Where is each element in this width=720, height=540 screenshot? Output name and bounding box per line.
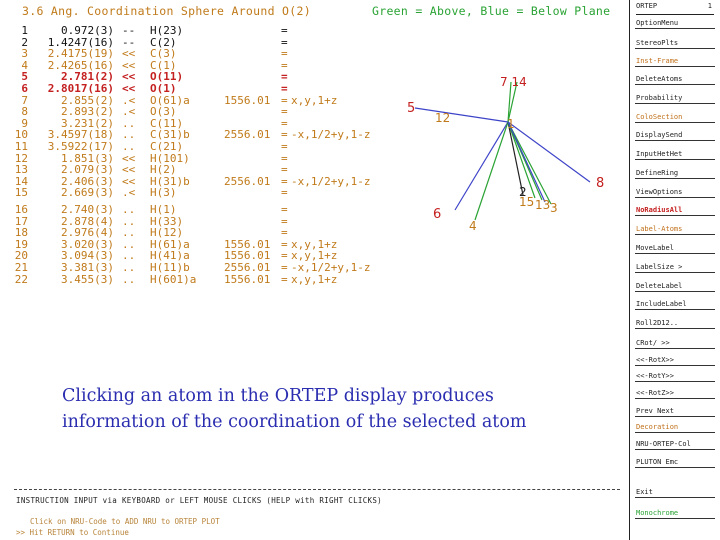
atom-name: O(1)	[150, 82, 177, 95]
contact-symbol: ..	[122, 226, 136, 240]
symmetry-operator: x,y,1+z	[291, 249, 338, 263]
symmetry-code: 1556.01	[224, 93, 271, 107]
row-number: 20	[14, 249, 28, 263]
symmetry-operator: x,y,1+z	[291, 93, 338, 107]
symmetry-code: 2556.01	[224, 128, 271, 142]
symmetry-code: 1556.01	[224, 272, 271, 286]
distance-value: 2.855(2)	[61, 93, 114, 107]
atom-name: C(2)	[150, 35, 177, 49]
menu-item[interactable]: Roll2D12..	[635, 318, 715, 329]
contact-symbol: <<	[122, 70, 136, 84]
distance-value: 0.972(3)	[61, 24, 114, 37]
contact-symbol: .<	[122, 93, 136, 107]
equals-sign: =	[281, 116, 288, 130]
contact-symbol: <<	[122, 58, 136, 72]
atom-name: C(3)	[150, 47, 177, 61]
distance-value: 2.878(4)	[61, 214, 114, 228]
distance-value: 1.4247(16)	[47, 35, 114, 49]
atom-label-13[interactable]: 13	[535, 198, 551, 212]
contact-symbol: <<	[122, 151, 136, 165]
row-number: 5	[21, 70, 28, 84]
row-number: 16	[14, 203, 28, 216]
atom-name: O(61)a	[150, 93, 190, 107]
distance-value: 2.8017(16)	[47, 82, 114, 95]
symmetry-code: 1556.01	[224, 249, 271, 263]
bond-line	[415, 108, 508, 122]
row-number: 9	[21, 116, 28, 130]
equals-sign: =	[281, 70, 288, 84]
symmetry-operator: -x,1/2+y,1-z	[291, 261, 371, 274]
row-number: 12	[14, 151, 28, 165]
atom-name: C(21)	[150, 140, 184, 153]
menu-item[interactable]: MoveLabel	[635, 243, 715, 254]
row-number: 6	[21, 82, 28, 95]
contact-symbol: <<	[122, 163, 136, 177]
contact-symbol: .<	[122, 186, 136, 200]
table-row[interactable]	[0, 274, 620, 286]
bond-line	[455, 122, 508, 210]
atom-name: O(3)	[150, 105, 177, 119]
menu-item[interactable]: LabelSize >	[635, 262, 715, 273]
caption-line: Clicking an atom in the ORTEP display produces	[62, 386, 494, 406]
bond-line	[508, 122, 590, 182]
row-number: 1	[21, 24, 28, 37]
row-number: 14	[14, 174, 28, 188]
equals-sign: =	[281, 105, 288, 119]
contact-symbol: ..	[122, 214, 136, 228]
contact-symbol: ..	[122, 249, 136, 263]
row-number: 19	[14, 237, 28, 251]
bond-line	[508, 122, 551, 204]
atom-name: C(31)b	[150, 128, 190, 142]
contact-symbol: ..	[122, 272, 136, 286]
contact-symbol: ..	[122, 116, 136, 130]
atom-name: C(11)	[150, 116, 184, 130]
atom-name: H(41)a	[150, 249, 190, 263]
atom-name: O(11)	[150, 70, 184, 84]
menu-header	[636, 2, 714, 15]
atom-label-3[interactable]: 3	[550, 201, 558, 215]
equals-sign: =	[281, 214, 288, 228]
distance-value: 2.4175(19)	[47, 47, 114, 61]
distance-value: 2.669(3)	[61, 186, 114, 200]
row-number: 10	[14, 128, 28, 142]
caption-line: information of the coordination of the selected atom	[62, 412, 527, 432]
menu-page: 1	[707, 2, 712, 10]
atom-label-1[interactable]: 1	[507, 117, 515, 131]
atom-name: H(101)	[150, 151, 190, 165]
menu-item[interactable]: DisplaySend	[635, 130, 715, 141]
contact-symbol: --	[122, 35, 136, 49]
contact-symbol: <<	[122, 174, 136, 188]
equals-sign: =	[281, 151, 288, 165]
atom-label-15[interactable]: 15	[519, 195, 535, 209]
menu-item[interactable]: Inst-Frame	[635, 56, 715, 67]
atom-name: H(33)	[150, 214, 184, 228]
equals-sign: =	[281, 174, 288, 188]
plane-legend: Green = Above, Blue = Below Plane	[372, 4, 611, 18]
atom-label-7-14[interactable]: 7 14	[500, 75, 527, 89]
symmetry-operator: x,y,1+z	[291, 237, 338, 251]
equals-sign: =	[281, 272, 288, 286]
menu-item[interactable]: NRU-ORTEP-Col	[635, 439, 715, 450]
row-number: 3	[21, 47, 28, 61]
contact-symbol: <<	[122, 47, 136, 61]
distance-value: 2.740(3)	[61, 203, 114, 216]
distance-value: 3.020(3)	[61, 237, 114, 251]
distance-value: 3.094(3)	[61, 249, 114, 263]
menu-item[interactable]: <<-RotX>>	[635, 355, 715, 366]
row-number: 17	[14, 214, 28, 228]
menu-title: ORTEP	[636, 2, 658, 10]
atom-label-2[interactable]: 2	[519, 185, 527, 199]
distance-value: 3.4597(18)	[47, 128, 114, 142]
atom-name: H(23)	[150, 24, 184, 37]
equals-sign: =	[281, 93, 288, 107]
menu-item[interactable]: Label-Atoms	[635, 224, 715, 235]
row-number: 11	[14, 140, 28, 153]
symmetry-code: 1556.01	[224, 237, 271, 251]
equals-sign: =	[281, 261, 288, 274]
atom-name: H(12)	[150, 226, 184, 240]
contact-symbol: ..	[122, 203, 136, 216]
menu-item[interactable]: DeleteLabel	[635, 281, 715, 292]
distance-value: 3.5922(17)	[47, 140, 114, 153]
menu-item[interactable]: DeleteAtoms	[635, 74, 715, 85]
row-number: 18	[14, 226, 28, 240]
status-message: Click on NRU-Code to ADD NRU to ORTEP PLOT	[30, 517, 220, 526]
atom-name: H(1)	[150, 203, 177, 216]
instruction-line: INSTRUCTION INPUT via KEYBOARD or LEFT MOUSE CLICKS (HELP with RIGHT CLICKS)	[16, 496, 382, 505]
atom-name: C(1)	[150, 58, 177, 72]
atom-label-6[interactable]: 6	[433, 207, 442, 222]
symmetry-operator: -x,1/2+y,1-z	[291, 174, 371, 188]
equals-sign: =	[281, 163, 288, 177]
equals-sign: =	[281, 203, 288, 216]
menu-item[interactable]: <<-RotY>>	[635, 371, 715, 382]
distance-value: 3.455(3)	[61, 272, 114, 286]
menu-item[interactable]: PLUTON Emc	[635, 457, 715, 468]
equals-sign: =	[281, 186, 288, 200]
menu-item[interactable]: ViewOptions	[635, 187, 715, 198]
menu-item[interactable]: Exit	[635, 487, 715, 498]
menu-item[interactable]: ColoSection	[635, 112, 715, 123]
menu-item[interactable]: CRot/ >>	[635, 338, 715, 349]
equals-sign: =	[281, 140, 288, 153]
atom-label-4[interactable]: 4	[469, 219, 477, 233]
contact-symbol: <<	[122, 82, 136, 95]
equals-sign: =	[281, 128, 288, 142]
atom-name: H(61)a	[150, 237, 190, 251]
distance-value: 3.231(2)	[61, 116, 114, 130]
atom-name: H(2)	[150, 163, 177, 177]
distance-value: 3.381(3)	[61, 261, 114, 274]
symmetry-operator: -x,1/2+y,1-z	[291, 128, 371, 142]
ortep-menu	[629, 0, 720, 540]
contact-symbol: ..	[122, 237, 136, 251]
continue-prompt[interactable]: >> Hit RETURN to Continue	[16, 528, 129, 537]
atom-name: H(601)a	[150, 272, 197, 286]
menu-item[interactable]: <<-RotZ>>	[635, 388, 715, 399]
ortep-plot[interactable]	[395, 60, 615, 250]
equals-sign: =	[281, 58, 288, 72]
row-number: 2	[21, 35, 28, 49]
menu-item[interactable]: InputHetHet	[635, 149, 715, 160]
divider	[14, 489, 620, 490]
distance-value: 1.851(3)	[61, 151, 114, 165]
contact-symbol: ..	[122, 128, 136, 142]
distance-value: 2.4265(16)	[47, 58, 114, 72]
row-number: 7	[21, 93, 28, 107]
equals-sign: =	[281, 249, 288, 263]
row-number: 15	[14, 186, 28, 200]
contact-symbol: --	[122, 24, 136, 37]
menu-item[interactable]: Monochrome	[635, 508, 715, 519]
symmetry-operator: x,y,1+z	[291, 272, 338, 286]
distance-value: 2.079(3)	[61, 163, 114, 177]
distance-value: 2.976(4)	[61, 226, 114, 240]
contact-symbol: ..	[122, 261, 136, 274]
symmetry-code: 2556.01	[224, 174, 271, 188]
atom-label-12[interactable]: 12	[435, 111, 451, 125]
menu-item[interactable]: Decoration	[635, 422, 715, 433]
row-number: 22	[14, 272, 28, 286]
distance-value: 2.893(2)	[61, 105, 114, 119]
menu-item[interactable]: IncludeLabel	[635, 299, 715, 310]
bond-line	[475, 122, 508, 220]
menu-item[interactable]: OptionMenu	[635, 18, 715, 29]
row-number: 4	[21, 58, 28, 72]
equals-sign: =	[281, 24, 288, 37]
atom-name: H(31)b	[150, 174, 190, 188]
row-number: 8	[21, 105, 28, 119]
equals-sign: =	[281, 82, 288, 95]
atom-name: H(3)	[150, 186, 177, 200]
contact-symbol: ..	[122, 140, 136, 153]
distance-value: 2.781(2)	[61, 70, 114, 84]
equals-sign: =	[281, 226, 288, 240]
atom-name: H(11)b	[150, 261, 190, 274]
symmetry-code: 2556.01	[224, 261, 271, 274]
caption	[62, 383, 582, 435]
contact-symbol: .<	[122, 105, 136, 119]
menu-item[interactable]: Prev Next	[635, 406, 715, 417]
distance-value: 2.406(3)	[61, 174, 114, 188]
equals-sign: =	[281, 237, 288, 251]
atom-label-5[interactable]: 5	[407, 101, 416, 116]
equals-sign: =	[281, 47, 288, 61]
menu-item[interactable]: StereoPlts	[635, 38, 715, 49]
menu-item[interactable]: DefineRing	[635, 168, 715, 179]
menu-item[interactable]: NoRadiusAll	[635, 205, 715, 216]
equals-sign: =	[281, 35, 288, 49]
window-title: 3.6 Ang. Coordination Sphere Around O(2)	[22, 4, 311, 18]
row-number: 13	[14, 163, 28, 177]
atom-label-8[interactable]: 8	[596, 176, 605, 191]
row-number: 21	[14, 261, 28, 274]
menu-item[interactable]: Probability	[635, 93, 715, 104]
